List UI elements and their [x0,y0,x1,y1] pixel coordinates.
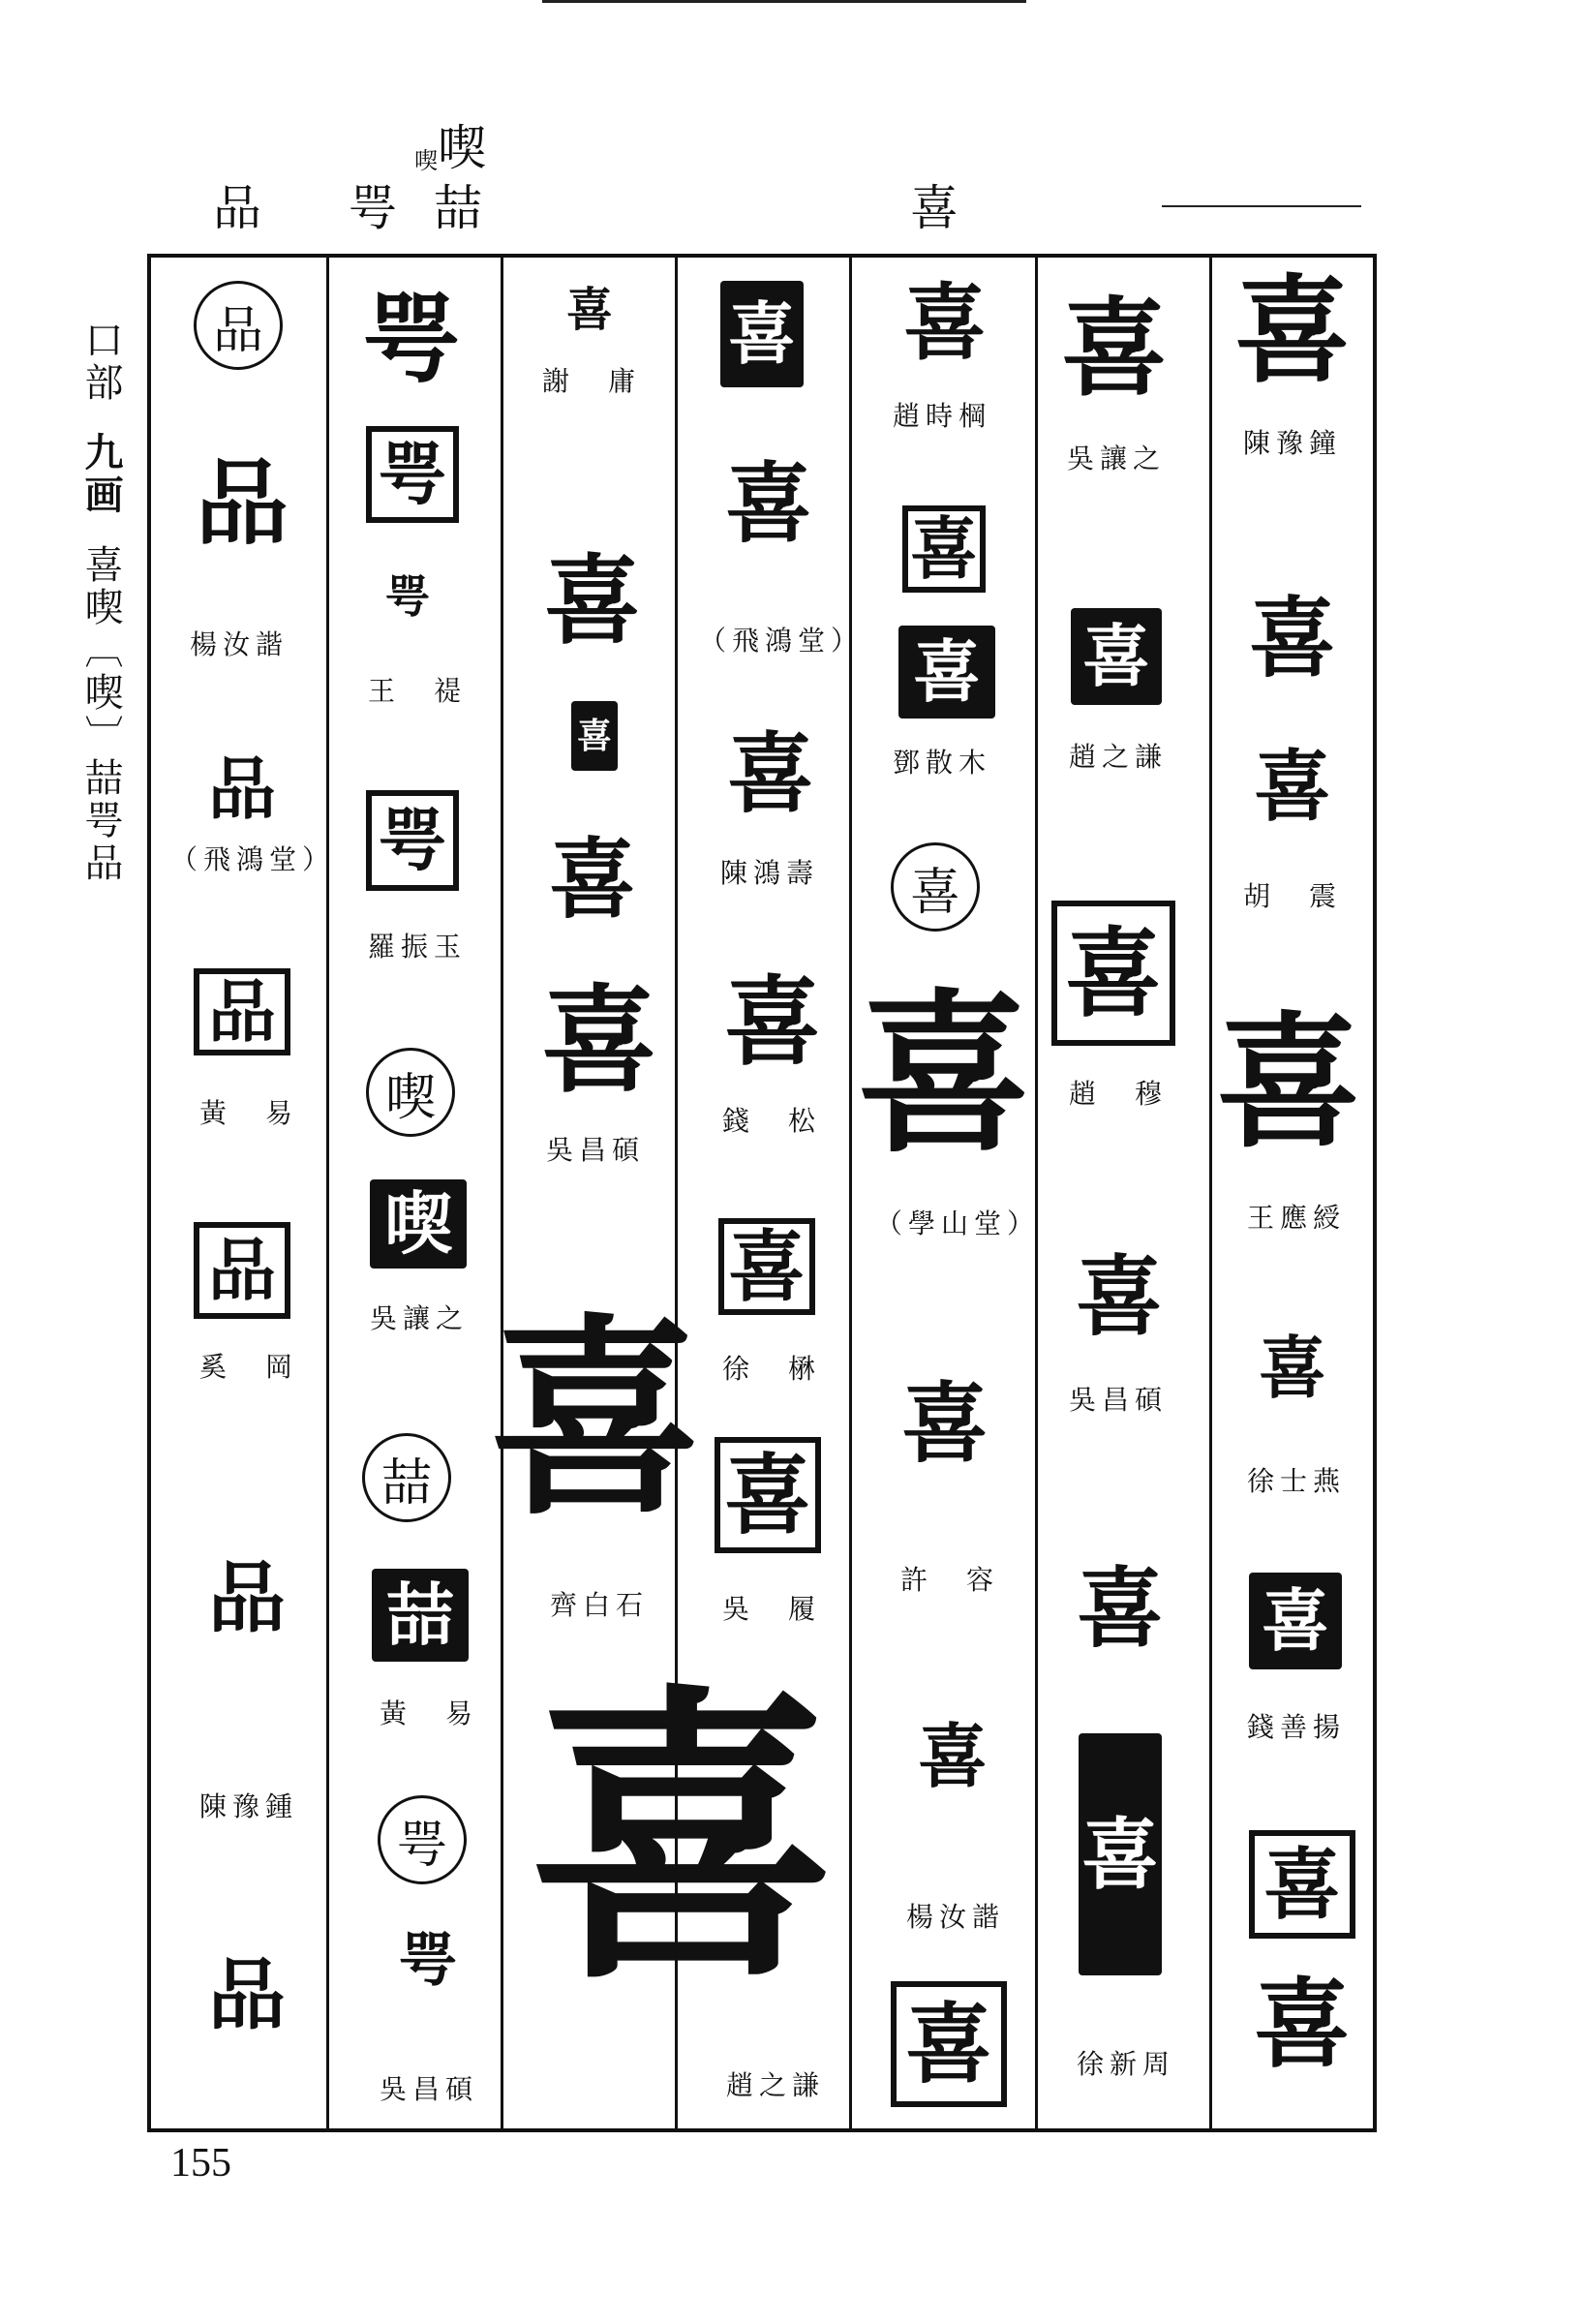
seal-impression: 喜 [720,281,804,387]
side-chars: 喜喫〔喫〕喆咢品 [78,544,123,885]
seal-impression: 喜 [1234,262,1351,399]
seal-caption: 陳鴻壽 [720,857,820,889]
seal-caption: 吳讓之 [1067,443,1167,474]
seal-impression: 品 [208,1552,286,1643]
seal-caption: （學山堂） [875,1208,1041,1239]
seal-impression: 品 [208,1949,286,2040]
seal-caption: 錢善揚 [1247,1711,1347,1743]
seal-caption: 楊汝諧 [190,628,289,660]
header-char-qi-small: 喫 [414,147,438,174]
seal-caption: 謝 庸 [542,365,642,397]
circle-char-zhe: 喆 [362,1433,451,1522]
header-char-zhe: 喆 [434,180,482,236]
seal-impression: 品 [208,749,276,829]
seal-caption: （飛鴻堂） [170,843,336,875]
seal-caption: 許 容 [900,1564,1000,1596]
seal-impression: 喜 [1061,286,1168,411]
seal-caption: 黃 易 [380,1697,479,1729]
seal-impression: 喜 [725,452,812,555]
page-number: 155 [170,2141,231,2186]
side-strokes: 九画 [78,432,124,517]
seal-impression: 喜 [549,828,636,931]
seal-impression: 咢 [385,570,430,623]
seal-impression: 喜 [902,505,986,593]
seal-impression: 喜 [715,1437,821,1553]
seal-impression: 喜 [724,964,821,1079]
seal-impression: 喜 [898,626,995,719]
seal-caption: 吳昌碩 [380,2073,479,2105]
seal-impression: 喜 [1077,1557,1164,1660]
seal-impression: 喜 [528,1658,837,2021]
seal-impression: 咢 [399,1927,457,1995]
seal-impression: 喜 [891,1981,1007,2107]
seal-caption: 趙時棡 [893,400,992,432]
seal-caption: 徐 楙 [722,1353,822,1385]
seal-impression: 咢 [366,426,459,523]
seal-impression: 喜 [1071,608,1162,705]
seal-impression: 喜 [1254,1967,1351,2081]
seal-impression: 咢 [366,790,459,891]
seal-impression: 喜 [1215,997,1361,1168]
seal-impression: 喜 [901,1372,989,1475]
seal-impression: 喜 [727,722,814,825]
seal-caption: 徐士燕 [1247,1465,1347,1497]
seal-impression: 喜 [1051,901,1175,1046]
seal-impression: 品 [194,968,290,1055]
seal-caption: 陳豫鍾 [199,1790,299,1822]
top-rule [542,0,1026,3]
seal-impression: 喜 [903,274,987,372]
seal-impression: 喜 [1249,587,1336,689]
seal-impression: 品 [194,1222,290,1319]
seal-impression: 喜 [718,1218,815,1315]
seal-caption: 吳昌碩 [546,1134,646,1166]
seal-caption: 徐新周 [1077,2048,1176,2080]
header-rule [1162,205,1361,207]
circle-char-e: 咢 [378,1795,467,1884]
side-label [78,320,124,885]
seal-impression: 喜 [1259,1328,1326,1408]
seal-impression: 喜 [856,972,1031,1177]
seal-caption: 羅振玉 [368,931,468,963]
header-char-pin: 品 [213,180,261,236]
seal-caption: 陳豫鐘 [1243,427,1343,459]
seal-caption: 錢 松 [722,1105,822,1137]
seal-impression: 喜 [1079,1733,1162,1975]
seal-impression: 喆 [372,1569,469,1662]
seal-caption: 胡 震 [1243,880,1343,912]
seal-impression: 喫 [370,1179,467,1269]
seal-impression: 喜 [1076,1245,1163,1348]
header-char-xi: 喜 [910,180,958,236]
seal-caption: 趙之謙 [726,2069,826,2101]
seal-caption: 吳 履 [722,1593,822,1625]
seal-caption: 奚 岡 [199,1351,299,1383]
seal-impression: 喜 [1254,741,1331,832]
seal-impression: 喜 [541,972,657,1109]
seal-caption: 王應綬 [1247,1202,1347,1234]
seal-impression: 咢 [363,282,460,396]
circle-char-pin: 品 [194,281,283,370]
seal-impression: 喜 [917,1715,988,1797]
seal-impression: 喜 [565,283,613,337]
seal-caption: 趙之謙 [1069,741,1169,773]
seal-caption: 楊汝諧 [906,1901,1006,1933]
seal-caption: 吳讓之 [370,1302,470,1334]
seal-caption: （飛鴻堂） [699,625,865,657]
header-char-e: 咢 [349,180,397,236]
seal-impression: 喜 [488,1293,702,1544]
seal-caption: 吳昌碩 [1069,1384,1169,1416]
circle-char-qi: 喫 [366,1048,455,1137]
seal-caption: 鄧散木 [893,747,992,779]
seal-caption: 黃 易 [199,1097,299,1129]
seal-impression: 喜 [571,701,618,771]
seal-impression: 品 [196,448,289,558]
seal-impression: 喜 [1249,1830,1355,1939]
seal-caption: 王 禔 [368,675,468,707]
seal-impression: 喜 [544,543,641,657]
seal-caption: 齊白石 [550,1589,650,1621]
header-char-qi: 喫 [438,120,486,176]
circle-char-xi: 喜 [891,842,980,932]
seal-caption: 趙 穆 [1069,1078,1169,1110]
side-radical: 口部 [78,320,123,405]
seal-impression: 喜 [1249,1573,1342,1669]
